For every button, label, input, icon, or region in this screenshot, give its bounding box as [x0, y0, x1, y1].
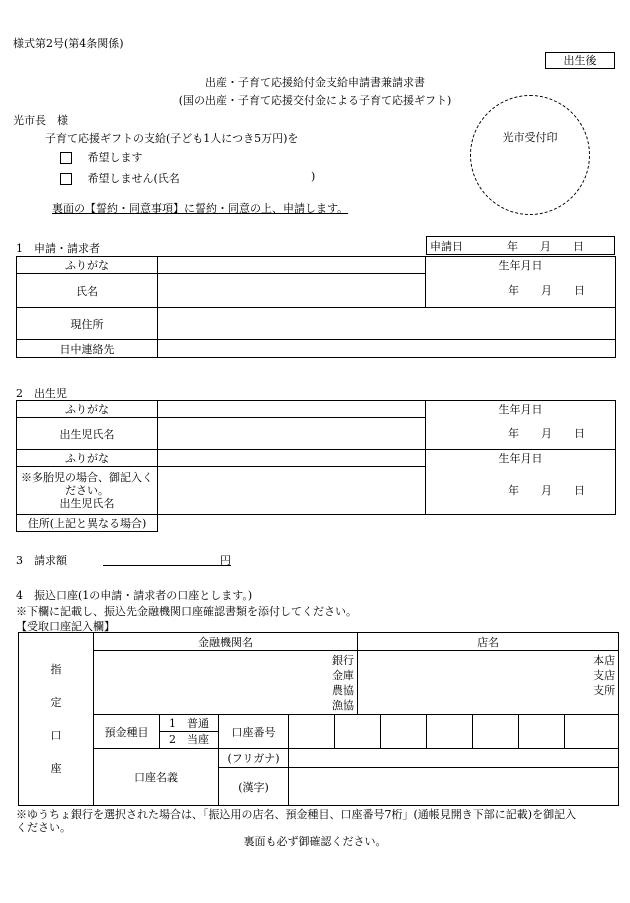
- deposit-futsu[interactable]: 1 普通: [160, 716, 218, 732]
- child1-name-input[interactable]: [158, 418, 426, 450]
- branch-type-honten: 本店: [593, 654, 616, 667]
- status-badge: 出生後: [545, 52, 615, 69]
- option-not-close: ): [311, 170, 316, 183]
- section4-heading: 【受取口座記入欄】: [16, 620, 115, 633]
- kanji-label: (漢字): [219, 768, 289, 806]
- account-digit-5[interactable]: [473, 715, 519, 749]
- footer-note-line1: ※ゆうちょ銀行を選択された場合は、「振込用の店名、預金種目、口座番号7桁」(通帳見開き下部に記載)を御記入: [16, 808, 577, 821]
- apply-date-label: 申請日: [427, 237, 474, 255]
- option-not-label: 希望しません(氏名: [87, 172, 180, 185]
- stamp-label: 光市受付印: [502, 131, 558, 144]
- designated-account-label: [19, 633, 94, 806]
- bank-type-nokyo: 農協: [332, 684, 355, 697]
- applicant-phone-label: 日中連絡先: [17, 340, 158, 358]
- multi-note-line2: ださい。: [65, 484, 109, 497]
- branch-name-input[interactable]: [358, 651, 619, 715]
- option-want[interactable]: [60, 149, 143, 165]
- bank-type-kinko: 金庫: [332, 669, 355, 682]
- deposit-touza[interactable]: 2 当座: [169, 733, 209, 746]
- amount-unit: 円: [220, 554, 231, 567]
- applicant-birth-value[interactable]: 年 月 日: [426, 274, 616, 308]
- child1-name-label: 出生児氏名: [17, 418, 158, 450]
- designated-char-1: 指: [50, 663, 62, 676]
- account-digit-7[interactable]: [565, 715, 619, 749]
- account-digit-4[interactable]: [427, 715, 473, 749]
- child2-birth-value[interactable]: 年 月 日: [426, 467, 616, 515]
- child2-birth-label: 生年月日: [426, 450, 616, 467]
- kana-label: (フリガナ): [219, 749, 289, 768]
- applicant-address-label: 現住所: [17, 308, 158, 340]
- account-digit-1[interactable]: [289, 715, 335, 749]
- child1-birth-label: 生年月日: [426, 401, 616, 418]
- addressee: 光市長 様: [13, 114, 68, 127]
- form-number: 様式第2号(第4条関係): [13, 37, 124, 50]
- account-digit-2[interactable]: [335, 715, 381, 749]
- section3-title: 3 請求額: [16, 554, 67, 567]
- applicant-name-input[interactable]: [158, 274, 426, 308]
- bank-name-input[interactable]: [94, 651, 358, 715]
- applicant-table: [16, 256, 616, 358]
- designated-char-2: 定: [50, 696, 62, 709]
- applicant-furigana-input[interactable]: [158, 257, 426, 274]
- option-want-label: 希望します: [87, 151, 143, 164]
- applicant-name-label: 氏名: [17, 274, 158, 308]
- designated-char-4: 座: [50, 762, 62, 775]
- child1-furigana-label: ふりがな: [17, 401, 158, 418]
- section4-title: 4 振込口座(1の申請・請求者の口座とします。): [16, 589, 253, 602]
- branch-type-shiten: 支店: [593, 669, 616, 682]
- child2-furigana-input[interactable]: [158, 450, 426, 467]
- multi-note-line1: ※多胎児の場合、御記入く: [21, 471, 153, 484]
- form-subtitle: (国の出産・子育て応援交付金による子育て応援ギフト): [178, 94, 452, 107]
- child2-name-label: [17, 467, 158, 515]
- option-not[interactable]: [60, 170, 180, 186]
- child2-furigana-label: ふりがな: [17, 450, 158, 467]
- deposit-type-label: 預金種目: [94, 715, 160, 749]
- child1-birth-value[interactable]: 年 月 日: [426, 418, 616, 450]
- multi-note-line3: 出生児氏名: [59, 497, 115, 510]
- applicant-address-input[interactable]: [158, 308, 616, 340]
- account-holder-kanji-input[interactable]: [289, 768, 619, 806]
- reception-stamp-area: [470, 95, 590, 215]
- consent-line: 裏面の【誓約・同意事項】に誓約・同意の上、申請します。: [52, 202, 349, 215]
- child2-name-input[interactable]: [158, 467, 426, 515]
- child1-furigana-input[interactable]: [158, 401, 426, 418]
- form-title: 出産・子育て応援給付金支給申請書兼請求書: [205, 76, 425, 89]
- account-holder-kana-input[interactable]: [289, 749, 619, 768]
- checkbox-not[interactable]: [60, 173, 72, 185]
- branch-type-shisho: 支所: [593, 684, 616, 697]
- child-address-input[interactable]: [158, 515, 616, 532]
- branch-name-header: 店名: [358, 633, 619, 651]
- applicant-birth-label: 生年月日: [426, 257, 616, 274]
- deposit-type-options[interactable]: [160, 715, 219, 749]
- applicant-furigana-label: ふりがな: [17, 257, 158, 274]
- section1-title: 1 申請・請求者: [16, 242, 100, 255]
- account-holder-label: 口座名義: [94, 749, 219, 806]
- checkbox-want[interactable]: [60, 152, 72, 164]
- applicant-phone-input[interactable]: [158, 340, 616, 358]
- bank-type-gyokyo: 漁協: [332, 699, 355, 712]
- child-address-label: 住所(上記と異なる場合): [17, 515, 158, 532]
- bank-name-header: 金融機関名: [94, 633, 358, 651]
- gift-line: 子育て応援ギフトの支給(子ども1人につき5万円)を: [45, 132, 299, 145]
- section4-note: ※下欄に記載し、振込先金融機関口座確認書類を添付してください。: [16, 605, 357, 618]
- designated-char-3: 口: [50, 729, 62, 742]
- footer-note-line2: ください。: [16, 821, 71, 834]
- account-digit-6[interactable]: [519, 715, 565, 749]
- apply-date-value[interactable]: 年 月 日: [473, 237, 615, 255]
- section2-title: 2 出生児: [16, 387, 67, 400]
- apply-date-table: [426, 236, 615, 255]
- account-table: [18, 632, 619, 806]
- account-number-label: 口座番号: [219, 715, 289, 749]
- bank-type-bank: 銀行: [332, 654, 355, 667]
- account-digit-3[interactable]: [381, 715, 427, 749]
- amount-input-line[interactable]: [103, 565, 231, 566]
- child-table: [16, 400, 616, 532]
- footer-final: 裏面も必ず御確認ください。: [243, 835, 387, 848]
